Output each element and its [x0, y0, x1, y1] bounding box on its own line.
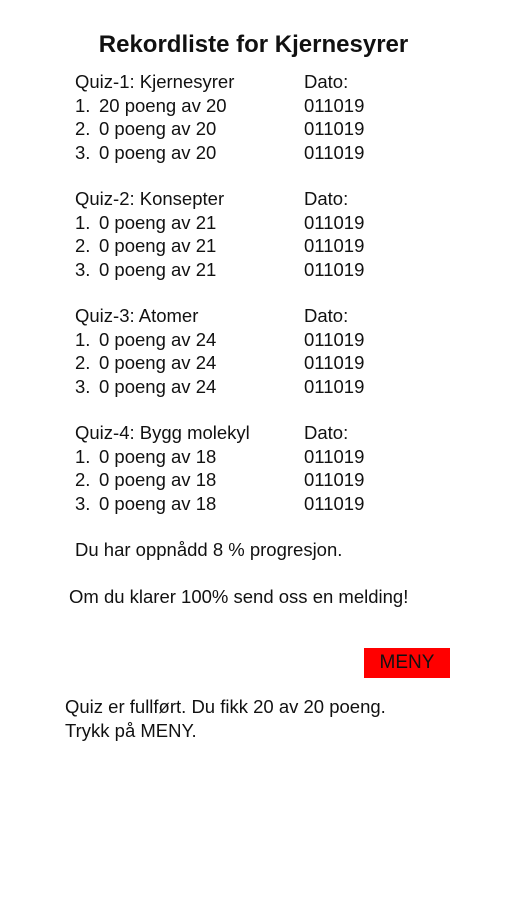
record-score: 0 poeng av 21 — [99, 211, 217, 233]
progress-text: Du har oppnådd 8 % progresjon. — [75, 539, 343, 560]
quiz-header-row — [75, 70, 415, 94]
record-date: 011019 — [304, 492, 365, 514]
record-rank: 2. — [75, 352, 91, 373]
record-date: 011019 — [304, 375, 365, 397]
record-date: 011019 — [304, 118, 365, 139]
record-date: 011019 — [304, 328, 365, 350]
quiz-name: Quiz-1: Kjernesyrer — [75, 71, 235, 92]
record-date: 011019 — [304, 445, 365, 467]
record-score: 0 poeng av 18 — [99, 445, 217, 467]
quiz-record-block — [75, 187, 415, 281]
record-date: 011019 — [304, 211, 365, 233]
quiz-header-row — [75, 421, 415, 445]
record-rank: 3. — [75, 141, 91, 163]
record-row — [75, 328, 415, 352]
record-row — [75, 375, 415, 399]
menu-button[interactable]: MENY — [364, 648, 450, 678]
record-rank: 2. — [75, 469, 91, 490]
record-score: 0 poeng av 24 — [99, 352, 217, 373]
record-rank: 3. — [75, 258, 91, 280]
record-date: 011019 — [304, 141, 365, 163]
quiz-status-text: Quiz er fullført. Du fikk 20 av 20 poeng. Trykk på MENY. — [65, 696, 386, 741]
record-row — [75, 258, 415, 282]
record-score: 0 poeng av 18 — [99, 492, 217, 514]
record-row — [75, 445, 415, 469]
record-date: 011019 — [304, 352, 365, 373]
record-date: 011019 — [304, 469, 365, 490]
date-header: Dato: — [304, 71, 349, 92]
quiz-name: Quiz-3: Atomer — [75, 305, 199, 326]
quiz-record-block — [75, 304, 415, 398]
record-rank: 2. — [75, 235, 91, 256]
quiz-record-block — [75, 70, 415, 164]
record-score: 0 poeng av 20 — [99, 118, 217, 139]
quiz-name: Quiz-4: Bygg molekyl — [75, 422, 250, 443]
quiz-record-block — [75, 421, 415, 515]
record-rank: 1. — [75, 445, 91, 467]
record-row — [75, 351, 415, 375]
record-score: 0 poeng av 21 — [99, 235, 217, 256]
record-rank: 3. — [75, 375, 91, 397]
record-row — [75, 117, 415, 141]
record-score: 0 poeng av 24 — [99, 375, 217, 397]
record-rank: 1. — [75, 211, 91, 233]
challenge-text: Om du klarer 100% send oss en melding! — [69, 586, 409, 607]
page-title: Rekordliste for Kjernesyrer — [98, 31, 409, 58]
record-row — [75, 468, 415, 492]
record-row — [75, 94, 415, 118]
record-score: 20 poeng av 20 — [99, 94, 227, 116]
record-row — [75, 211, 415, 235]
record-date: 011019 — [304, 235, 365, 256]
record-score: 0 poeng av 20 — [99, 141, 217, 163]
quiz-header-row — [75, 304, 415, 328]
date-header: Dato: — [304, 188, 349, 209]
record-rank: 2. — [75, 118, 91, 139]
quiz-header-row — [75, 187, 415, 211]
record-row — [75, 234, 415, 258]
date-header: Dato: — [304, 422, 349, 443]
record-rank: 1. — [75, 328, 91, 350]
record-rank: 3. — [75, 492, 91, 514]
record-date: 011019 — [304, 258, 365, 280]
record-score: 0 poeng av 24 — [99, 328, 217, 350]
record-score: 0 poeng av 18 — [99, 469, 217, 490]
record-date: 011019 — [304, 94, 365, 116]
record-row — [75, 492, 415, 516]
record-row — [75, 141, 415, 165]
record-rank: 1. — [75, 94, 91, 116]
record-score: 0 poeng av 21 — [99, 258, 217, 280]
date-header: Dato: — [304, 305, 349, 326]
quiz-name: Quiz-2: Konsepter — [75, 188, 225, 209]
